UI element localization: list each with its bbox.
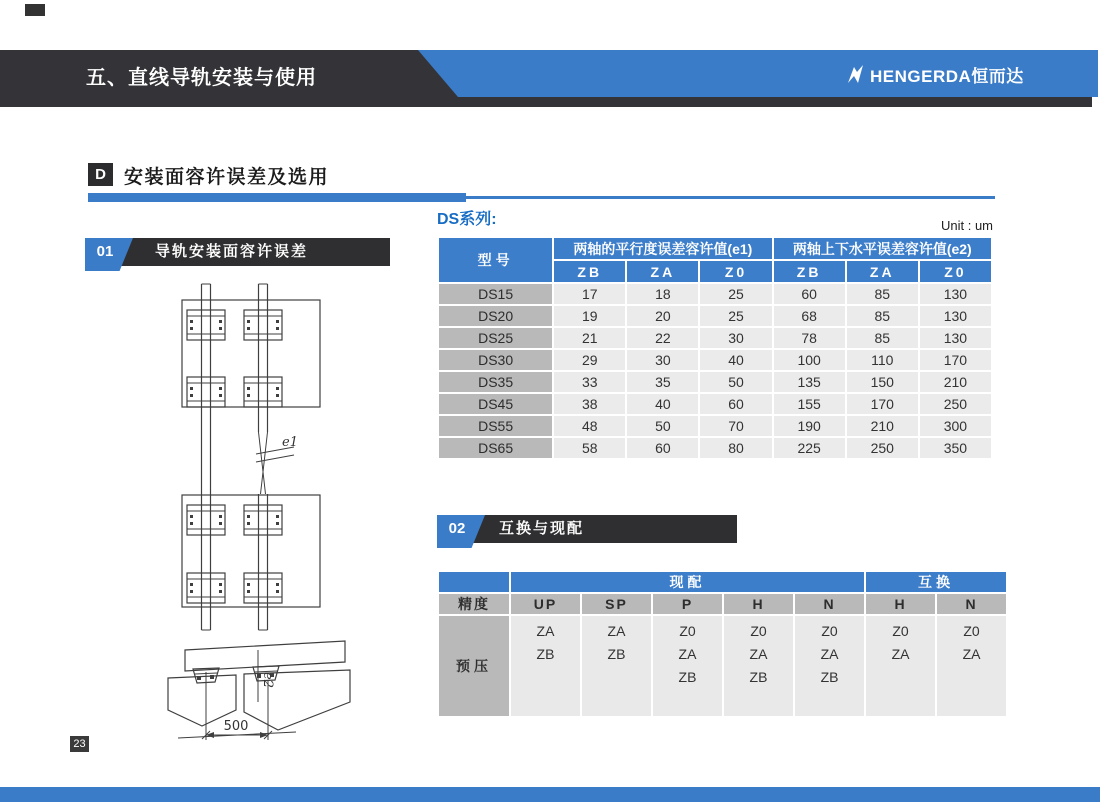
table-row: DS20 19 20 25 68 85 130 xyxy=(439,306,991,326)
col-header: UP xyxy=(511,594,580,614)
sub-header: ZB xyxy=(554,261,625,282)
group-header-interchange: 互换 xyxy=(866,572,1006,592)
table-row: DS65 58 60 80 225 250 350 xyxy=(439,438,991,458)
right-rail xyxy=(259,284,268,630)
table-row: 预压 ZA ZB ZA ZB Z0 ZA ZB Z0 ZA ZB Z0 ZA ZB Z0 ZA Z0 ZA xyxy=(439,616,1006,716)
section-rule-thick xyxy=(88,193,466,202)
table-row: DS25 21 22 30 78 85 130 xyxy=(439,328,991,348)
blank-header xyxy=(439,572,509,592)
footer-bar xyxy=(0,787,1100,802)
section-title: 安装面容许误差及选用 xyxy=(124,167,330,188)
col-header: N xyxy=(937,594,1006,614)
col-header: SP xyxy=(582,594,651,614)
table-row: DS55 48 50 70 190 210 300 xyxy=(439,416,991,436)
page-number-badge: 23 xyxy=(70,736,89,752)
block01-bar xyxy=(85,238,390,266)
page-title: 五、直线导轨安装与使用 xyxy=(86,67,317,89)
block02-index: 02 xyxy=(448,520,466,537)
block01-title: 导轨安装面容许误差 xyxy=(155,243,309,260)
lower-frame xyxy=(182,495,320,607)
table-row: DS45 38 40 60 155 170 250 xyxy=(439,394,991,414)
e1-dimension xyxy=(256,435,298,462)
brand-icon xyxy=(845,64,865,84)
row-label-preload: 预压 xyxy=(439,616,509,716)
group-header-matched: 现配 xyxy=(511,572,864,592)
left-rail xyxy=(202,284,211,630)
e1-label: e1 xyxy=(282,435,298,450)
installation-diagram xyxy=(148,282,398,754)
e2-label: e2 xyxy=(260,672,275,688)
sub-header: ZB xyxy=(774,261,845,282)
group-header-e1: 两轴的平行度误差容许值(e1) xyxy=(554,238,771,259)
interchange-table xyxy=(437,570,1008,718)
col-header: H xyxy=(866,594,935,614)
section-view xyxy=(168,641,350,740)
col-header: P xyxy=(653,594,722,614)
section-letter-badge: D xyxy=(88,163,113,186)
sub-header: Z0 xyxy=(920,261,991,282)
sub-header: ZA xyxy=(847,261,918,282)
col-header: H xyxy=(724,594,793,614)
span-dimension-label: 500 xyxy=(223,719,249,734)
table-row: DS15 17 18 25 60 85 130 xyxy=(439,284,991,304)
col-header: N xyxy=(795,594,864,614)
unit-label: Unit : um xyxy=(940,218,993,233)
brand-name: HENGERDA恒而达 xyxy=(870,66,1024,86)
block01-index: 01 xyxy=(96,243,114,260)
block02-title: 互换与现配 xyxy=(499,520,585,537)
corner-mark xyxy=(25,4,45,16)
sub-header: Z0 xyxy=(700,261,771,282)
sub-header: ZA xyxy=(627,261,698,282)
col-header-accuracy: 精度 xyxy=(439,594,509,614)
section-rule-thin xyxy=(466,196,995,199)
col-header-model: 型号 xyxy=(439,238,552,282)
table-row: DS30 29 30 40 100 110 170 xyxy=(439,350,991,370)
brand-logo xyxy=(845,59,1024,89)
table-row: DS35 33 35 50 135 150 210 xyxy=(439,372,991,392)
group-header-e2: 两轴上下水平误差容许值(e2) xyxy=(774,238,991,259)
block02-bar xyxy=(437,515,737,543)
series-label: DS系列: xyxy=(437,211,497,228)
tolerance-table xyxy=(437,236,993,460)
